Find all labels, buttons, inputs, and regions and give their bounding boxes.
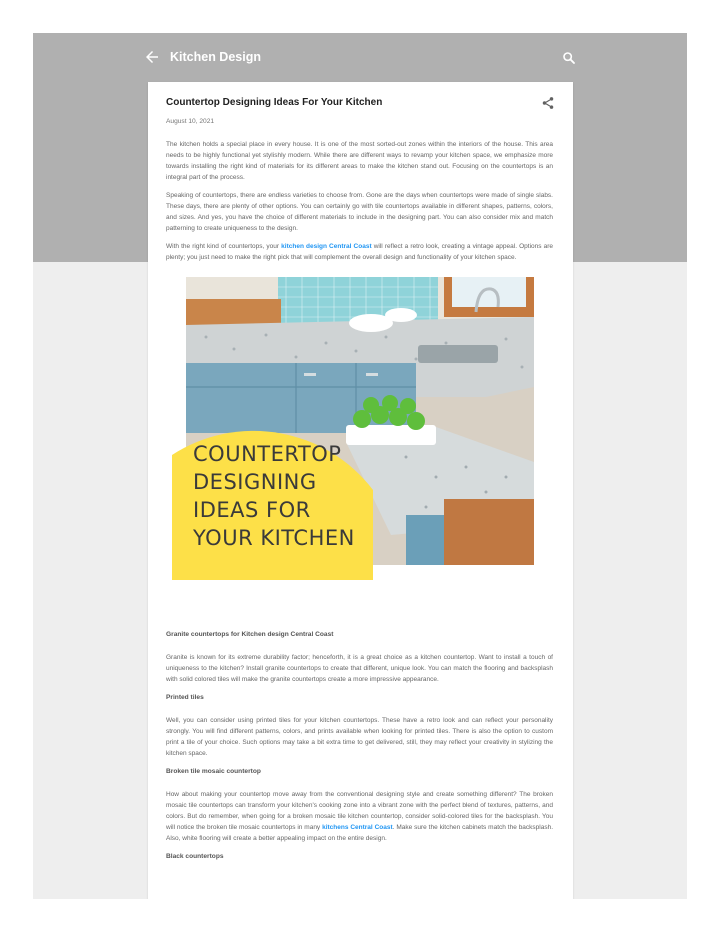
arrow-left-icon[interactable]: [143, 48, 161, 66]
paragraph: Granite is known for its extreme durability factor; henceforth, it is a great choice as a kitchen countertop. Want to install a touch of uniqueness to the kitchen? Install granite countertops to create that different, unique look. You can match the flooring and backsplash with solid colored tiles will make the granite countertops create a more impressive appearance.: [166, 654, 553, 683]
kitchens-central-coast-link[interactable]: kitchens Central Coast: [322, 824, 393, 831]
post-body: [166, 139, 553, 874]
paragraph: The kitchen holds a special place in every house. It is one of the most sorted-out zones within the interiors of the house. This area needs to be highly functional yet stylishly modern. While there are different ways to revamp your kitchen space, we emphasize more towards installing the right kind of materials for its different areas to make the kitchen stand out. Focusing on the countertops is an integral part of the process.: [166, 141, 553, 181]
post-date: August 10, 2021: [166, 118, 215, 125]
section-heading: Granite countertops for Kitchen design Central Coast: [166, 631, 334, 638]
paragraph: Well, you can consider using printed tiles for your kitchen countertops. These have a retro look and can reflect your personality strongly. You will find different patterns, colors, and prints available when looking for printed tiles. There is also the option to custom print a tile of your choice. Such options may take a bit extra time to get delivered, still, they may reflect your creativity in stylizing the kitchen space.: [166, 717, 553, 757]
search-icon[interactable]: [561, 50, 577, 66]
share-icon[interactable]: [541, 96, 555, 110]
post-card: [148, 82, 573, 899]
section-heading: Broken tile mosaic countertop: [166, 768, 261, 775]
blog-title[interactable]: Kitchen Design: [170, 50, 261, 64]
paragraph: How about making your countertop move away from the conventional designing style and create something different? The broken mosaic tile countertops can transform your kitchen's cooking zone into a vibrant zone with the perfect blend of textures, patterns, and colors. But do remember, when going for a broken mosaic tile kitchen countertop, consider solid-colored tiles for the backsplash. You will notice the broken tile mosaic countertops in many kitchens Central Coast. Make sure the kitchen cabinets match the backsplash. Also, white flooring will create a better appealing impact on the entire design.: [166, 791, 554, 842]
image-caption: COUNTERTOP DESIGNING IDEAS FOR YOUR KITCHEN: [193, 442, 355, 550]
paragraph: With the right kind of countertops, your kitchen design Central Coast will reflect a retro look, creating a vintage appeal. Options are plenty; you just need to make the right pick that will complement the overall design and functionality of your kitchen space.: [166, 243, 553, 261]
top-bar: [143, 47, 577, 67]
post-image: [172, 277, 541, 583]
section-heading: Printed tiles: [166, 694, 204, 701]
post-title: Countertop Designing Ideas For Your Kitchen: [166, 97, 383, 108]
kitchen-design-link[interactable]: kitchen design Central Coast: [281, 243, 372, 250]
section-heading: Black countertops: [166, 853, 224, 860]
page-frame: [33, 33, 687, 899]
paragraph: Speaking of countertops, there are endless varieties to choose from. Gone are the days when countertops were made of single slabs. These days, there are plenty of other options. You can certainly go with tile countertops available in different shapes, patterns, colors, and sizes. And yes, you have the choice of different materials to include in the designing part. You can also consider mix and match patterning to create uniqueness to the design.: [166, 192, 553, 232]
